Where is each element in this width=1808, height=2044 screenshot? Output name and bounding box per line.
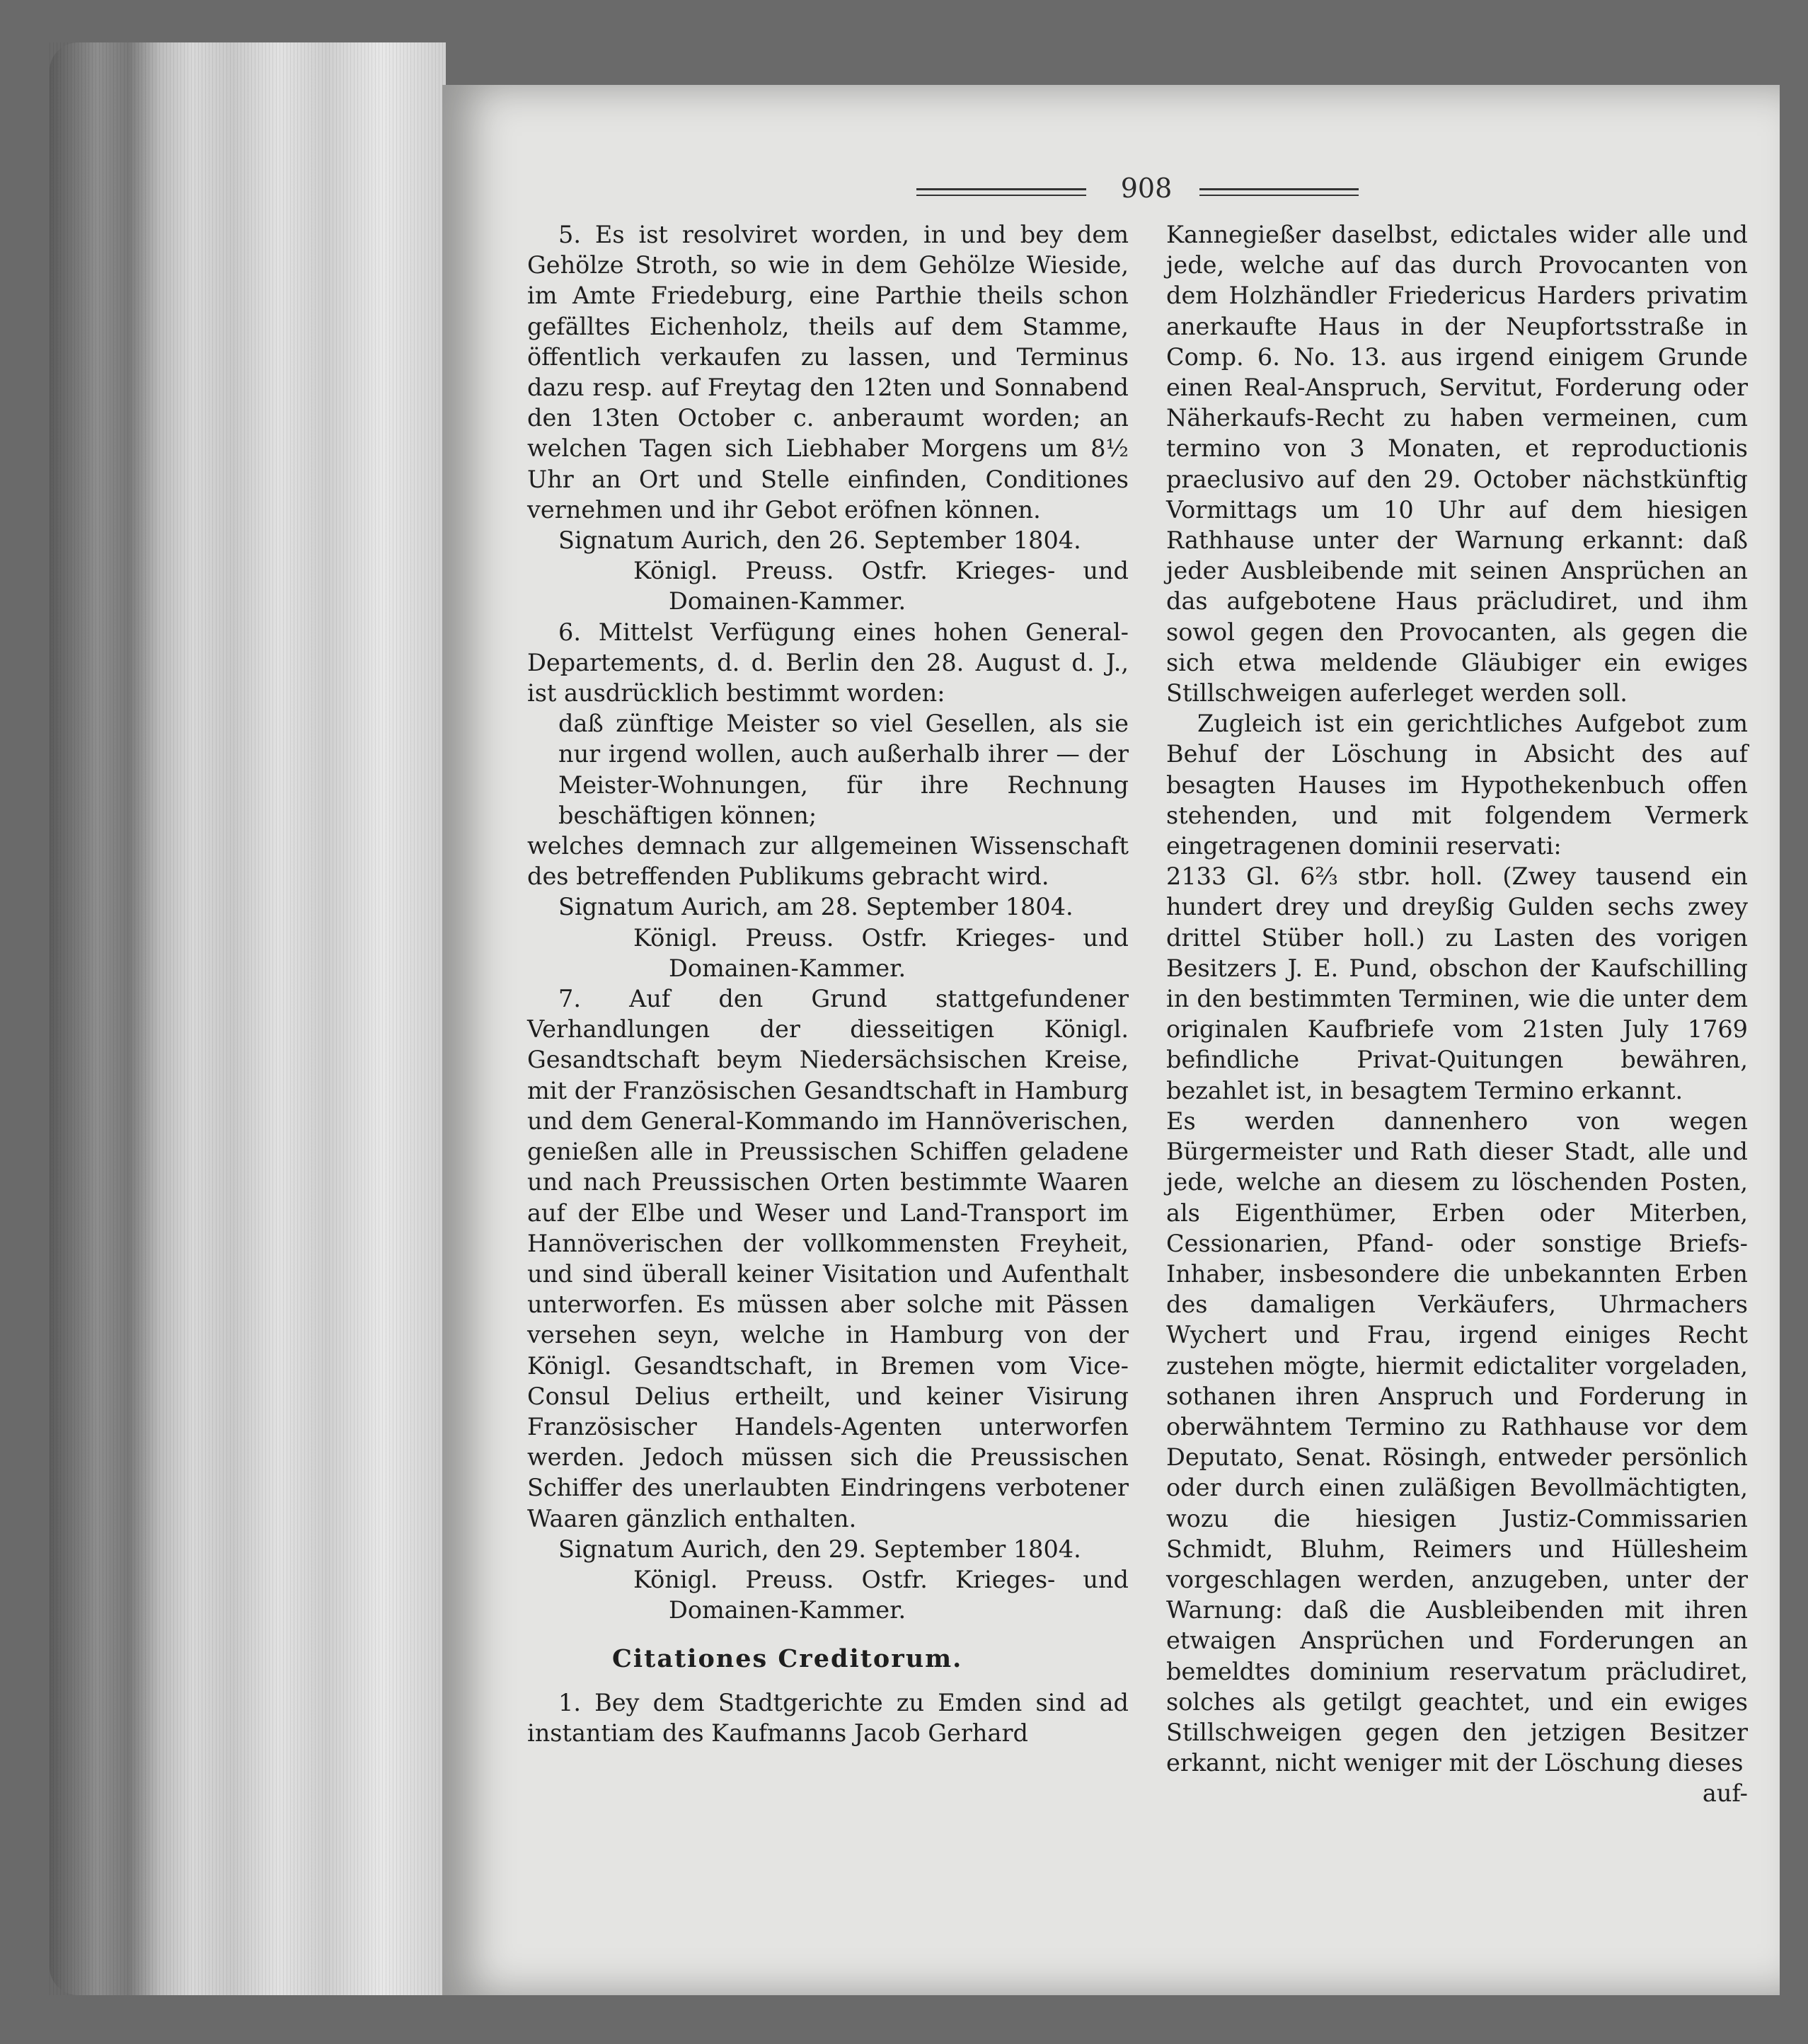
notice-5-signature: Signatum Aurich, den 26. September 1804. [558, 526, 1081, 555]
citation-1-second-paragraph: Zugleich ist ein gerichtliches Aufgebot zum Behuf der Löschung in Absicht des auf besagten Hauses im Hypothekenbuch offen stehenden, und mit folgendem Vermerk eingetragenen dominii reservati: [1166, 710, 1748, 860]
notice-6-signature: Signatum Aurich, am 28. September 1804. [558, 893, 1073, 921]
header-rule-right [1199, 188, 1359, 196]
notice-5: 5. Es ist resolviret worden, in und bey dem Gehölze Stroth, so wie in dem Gehölze Wieside, im Amte Friedeburg, eine Parthie theils schon gefälltes Eichenholz, theils auf dem Stamme, öffentlich verkaufen zu lassen, und Terminus dazu resp. auf Freytag den 12ten und Sonnabend den 13ten October c. anberaumt worden; an welchen Tagen sich Liebhaber Morgens um 8½ Uhr an Ort und Stelle einfinden, Conditiones vernehmen und ihr Gebot eröfnen können. [527, 221, 1129, 524]
citation-1-amount-entry: 2133 Gl. 6⅔ stbr. holl. (Zwey tausend ein hundert drey und dreyßig Gulden sechs zwey drittel Stüber holl.) zu Lasten des vorigen Besitzers J. E. Pund, obschon der Kaufschilling in den bestimmten Terminen, wie die unter dem originalen Kaufbriefe vom 21sten July 1769 befindliche Privat-Quitungen bewähren, bezahlet ist, in besagtem Termino erkannt. [1166, 862, 1748, 1104]
notice-5-office: Königl. Preuss. Ostfr. Krieges- und Domainen-Kammer. [633, 557, 1129, 616]
notice-6: 6. Mittelst Verfügung eines hohen General-Departements, d. d. Berlin den 28. August d. J., ist ausdrücklich bestimmt worden: [527, 618, 1129, 708]
left-column [527, 219, 1129, 1748]
page-number: 908 [1120, 173, 1173, 204]
notice-7: 7. Auf den Grund stattgefundener Verhandlungen der diesseitigen Königl. Gesandtschaft beym Niedersächsischen Kreise, mit der Französischen Gesandtschaft in Hamburg und dem General-Kommando im Hannöverischen, genießen alle in Preussischen Schiffen geladene und nach Preussischen Orten bestimmte Waaren auf der Elbe und Weser und Land-Transport im Hannöverischen der vollkommensten Freyheit, und sind überall keiner Visitation und Aufenthalt unterworfen. Es müssen aber solche mit Pässen versehen seyn, welche in Hamburg von der Königl. Gesandtschaft, in Bremen vom Vice-Consul Delius ertheilt, und keiner Visirung Französischer Handels-Agenten unterworfen werden. Jedoch müssen sich die Preussischen Schiffer des unerlaubten Eindringens verbotener Waaren gänzlich enthalten. [527, 985, 1129, 1532]
notice-7-office: Königl. Preuss. Ostfr. Krieges- und Domainen-Kammer. [633, 1565, 1129, 1624]
notice-7-signature: Signatum Aurich, den 29. September 1804. [558, 1535, 1081, 1563]
section-heading: Citationes Creditorum. [612, 1644, 963, 1674]
citation-1-continuation: Kannegießer daselbst, edictales wider alle und jede, welche auf das durch Provocanten von dem Holzhändler Friedericus Harders privatim anerkaufte Haus in der Neupfortsstraße in Comp. 6. No. 13. aus irgend einigem Grunde einen Real-Anspruch, Servitut, Forderung oder Näherkaufs-Recht zu haben vermeinen, cum termino von 3 Monaten, et reproductionis praeclusivo auf den 29. October nächstkünftig Vormittags um 10 Uhr auf dem hiesigen Rathhause unter der Warnung erkannt: daß jeder Ausbleibende mit seinen Ansprüchen an das aufgebotene Haus präcludiret, und ihm sowol gegen den Provocanten, als gegen die sich etwa meldende Gläubiger ein ewiges Stillschweigen auferleget werden soll. [1166, 221, 1748, 708]
header-rule-left [916, 188, 1086, 196]
book-page-edges [50, 42, 446, 1995]
notice-6-office: Königl. Preuss. Ostfr. Krieges- und Domainen-Kammer. [633, 923, 1129, 982]
notice-6-continuation: welches demnach zur allgemeinen Wissenschaft des betreffenden Publikums gebracht wird. [527, 832, 1129, 891]
right-column [1166, 219, 1748, 1809]
citation-1-final-paragraph: Es werden dannenhero von wegen Bürgermeister und Rath dieser Stadt, alle und jede, welche an diesem zu löschenden Posten, als Eigenthümer, Erben oder Miterben, Cessionarien, Pfand- oder sonstige Briefs-Inhaber, insbesondere die unbekannten Erben des damaligen Verkäufers, Uhrmachers Wychert und Frau, irgend einiges Recht zustehen mögte, hiermit edictaliter vorgeladen, sothanen ihren Anspruch und Forderung in oberwähntem Termino zu Rathhause vor dem Deputato, Senat. Rösingh, entweder persönlich oder durch einen zuläßigen Bevollmächtigten, wozu die hiesigen Justiz-Commissarien Schmidt, Bluhm, Reimers und Hüllesheim vorgeschlagen werden, anzugeben, unter der Warnung: daß die Ausbleibenden mit ihren etwaigen Ansprüchen und Forderungen an bemeldtes dominium reservatum präcludiret, solches als getilgt geachtet, und ein ewiges Stillschweigen gegen den jetzigen Besitzer erkannt, nicht weniger mit der Löschung dieses [1166, 1107, 1748, 1777]
citation-1-start: 1. Bey dem Stadtgerichte zu Emden sind ad instantiam des Kaufmanns Jacob Gerhard [527, 1688, 1129, 1747]
catchword: auf- [1702, 1779, 1748, 1808]
notice-6-quote: daß zünftige Meister so viel Gesellen, als sie nur irgend wollen, auch außerhalb ihrer — der Meister-Wohnungen, für ihre Rechnung beschäftigen können; [558, 710, 1129, 829]
